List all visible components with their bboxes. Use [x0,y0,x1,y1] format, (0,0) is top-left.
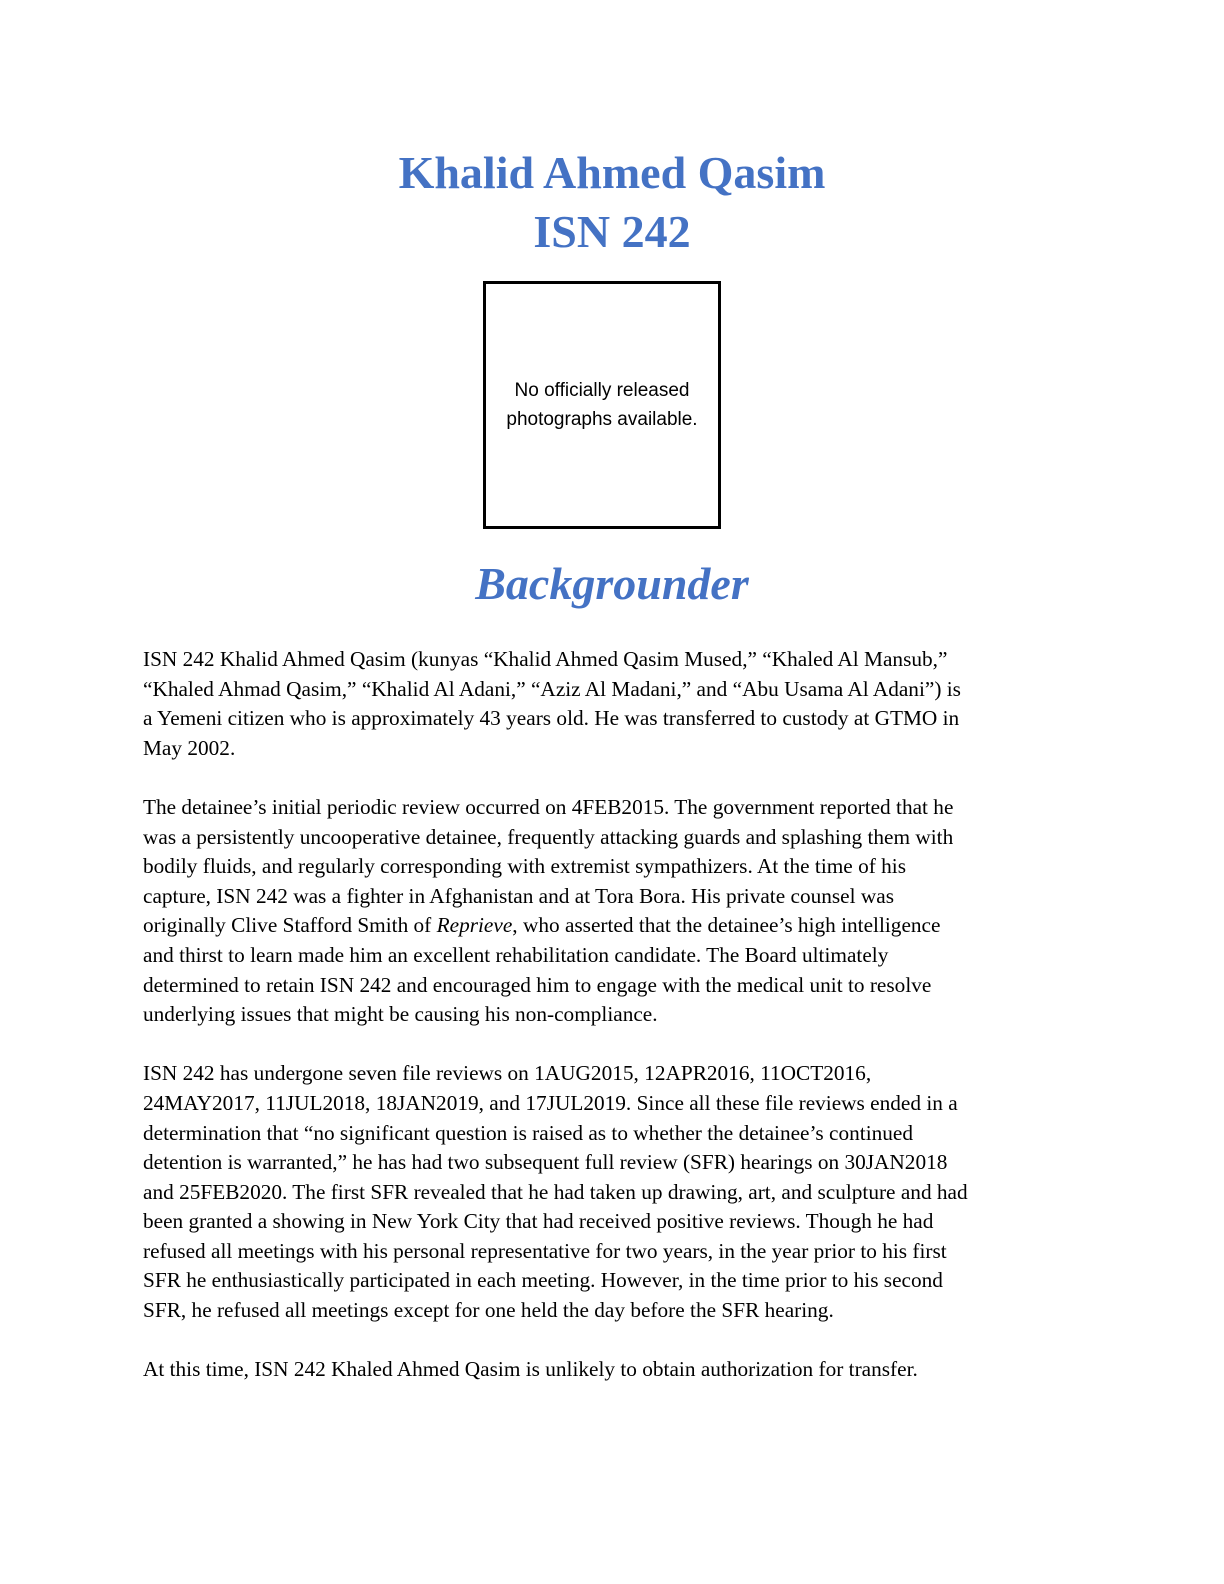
text-line: May 2002. [143,735,236,760]
text-line: detention is warranted,” he has had two subsequent full review (SFR) hearings on 30JAN2018 [143,1150,948,1175]
text-line: “Khaled Ahmad Qasim,” “Khalid Al Adani,” “Aziz Al Madani,” and “Abu Usama Al Adani”) is [143,676,961,701]
paragraph-identity [143,645,1073,763]
text-line: bodily fluids, and regularly corresponding with extremist sympathizers. At the time of his [143,854,906,879]
text-segment: , who asserted that the detainee’s high intelligence [512,913,941,938]
photo-placeholder-text [487,376,717,434]
text-line: and thirst to learn made him an excellent rehabilitation candidate. The Board ultimately [143,942,889,967]
text-line: At this time, ISN 242 Khaled Ahmed Qasim is unlikely to obtain authorization for transfer. [143,1357,918,1382]
text-line: was a persistently uncooperative detainee, frequently attacking guards and splashing them with [143,824,954,849]
text-line: refused all meetings with his personal representative for two years, in the year prior to his first [143,1238,947,1263]
paragraph-conclusion [143,1355,1073,1385]
text-line [143,911,1073,941]
paragraph-initial-review [143,793,1073,1030]
text-line: SFR, he refused all meetings except for one held the day before the SFR hearing. [143,1298,834,1323]
photo-placeholder-line: No officially released [514,380,690,401]
organization-name: Reprieve [436,913,513,938]
text-line: and 25FEB2020. The first SFR revealed that he had taken up drawing, art, and sculpture and had [143,1179,968,1204]
backgrounder-heading: Backgrounder [475,558,749,609]
photo-placeholder [483,281,721,529]
text-line: a Yemeni citizen who is approximately 43 years old. He was transferred to custody at GTMO in [143,706,960,731]
text-line: The detainee’s initial periodic review occurred on 4FEB2015. The government reported that he [143,794,954,819]
text-line: capture, ISN 242 was a fighter in Afghanistan and at Tora Bora. His private counsel was [143,883,894,908]
text-line: 24MAY2017, 11JUL2018, 18JAN2019, and 17JUL2019. Since all these file reviews ended in a [143,1090,958,1115]
text-line: determination that “no significant question is raised as to whether the detainee’s continued [143,1120,914,1145]
isn-heading: ISN 242 [533,206,691,257]
text-line: ISN 242 has undergone seven file reviews on 1AUG2015, 12APR2016, 11OCT2016, [143,1061,872,1086]
photo-placeholder-line: photographs available. [506,409,698,430]
detainee-name-heading: Khalid Ahmed Qasim [398,147,826,198]
text-line: been granted a showing in New York City that had received positive reviews. Though he had [143,1209,934,1234]
text-segment: originally Clive Stafford Smith of [143,913,437,938]
text-line: SFR he enthusiastically participated in each meeting. However, in the time prior to his second [143,1268,943,1293]
text-line: determined to retain ISN 242 and encouraged him to engage with the medical unit to resolve [143,972,932,997]
text-line: underlying issues that might be causing his non-compliance. [143,1002,658,1027]
paragraph-file-reviews [143,1059,1073,1325]
backgrounder-body [143,645,1073,1414]
text-line: ISN 242 Khalid Ahmed Qasim (kunyas “Khalid Ahmed Qasim Mused,” “Khaled Al Mansub,” [143,647,948,671]
